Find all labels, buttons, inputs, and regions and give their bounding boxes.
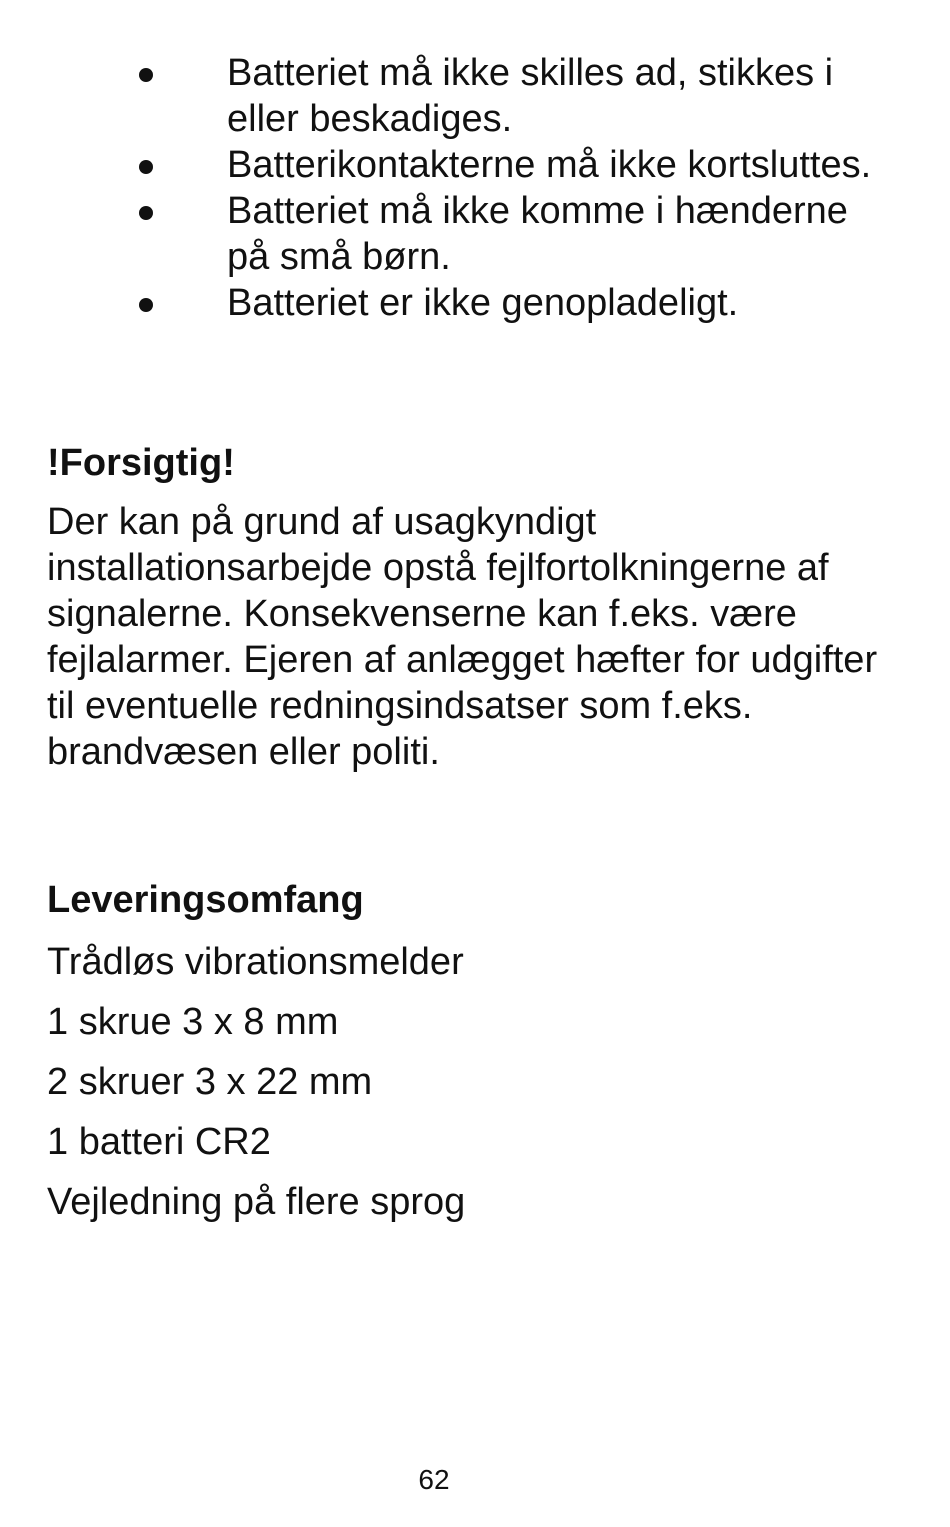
list-item	[0, 50, 950, 142]
page-number: 62	[418, 1464, 450, 1495]
list-item: 1 skrue 3 x 8 mm	[47, 1001, 339, 1043]
bullet-icon	[139, 160, 153, 174]
scope-of-delivery-list	[47, 939, 465, 1239]
bullet-text: Batterikontakterne må ikke kortsluttes.	[227, 144, 872, 186]
bullet-text: Batteriet må ikke skilles ad, stikkes i eller beskadiges.	[227, 52, 834, 140]
bullet-icon	[139, 298, 153, 312]
list-item: Trådløs vibrationsmelder	[47, 941, 464, 983]
caution-paragraph: Der kan på grund af usagkyndigt installationsarbejde opstå fejlfortolkningerne af signalerne. Konsekvenserne kan f.eks. være fejlalarmer. Ejeren af anlægget hæfter for udgifter til eventuelle redningsindsatser som f.eks. brandvæsen eller politi.	[47, 501, 878, 773]
list-item	[0, 280, 950, 326]
bullet-icon	[139, 68, 153, 82]
list-item: Vejledning på flere sprog	[47, 1181, 466, 1223]
scope-of-delivery-heading: Leveringsomfang	[47, 879, 364, 921]
list-item: 1 batteri CR2	[47, 1121, 271, 1163]
caution-heading: !Forsigtig!	[47, 442, 235, 484]
list-item: 2 skruer 3 x 22 mm	[47, 1061, 373, 1103]
battery-warning-list	[0, 50, 950, 326]
list-item	[0, 188, 950, 280]
bullet-text: Batteriet er ikke genopladeligt.	[227, 282, 739, 324]
bullet-icon	[139, 206, 153, 220]
list-item	[0, 142, 950, 188]
bullet-text: Batteriet må ikke komme i hænderne på små børn.	[227, 190, 848, 278]
